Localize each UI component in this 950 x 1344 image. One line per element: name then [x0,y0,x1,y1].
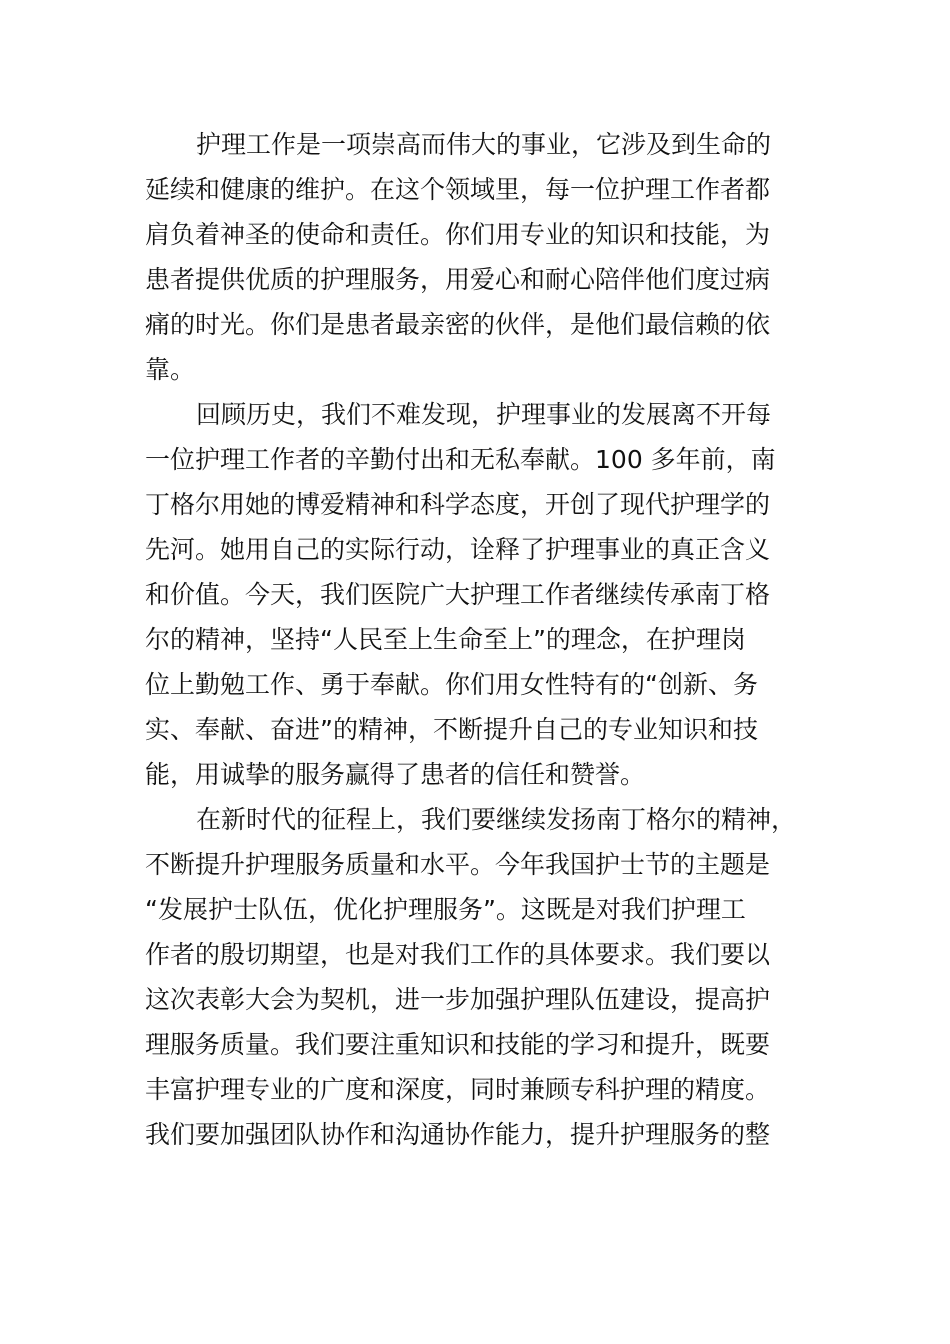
text-line: 丰富护理专业的广度和深度，同时兼顾专科护理的精度。 [145,1075,771,1104]
text-line: 位上勤勉工作、勇于奉献。你们用女性特有的“创新、务 [145,670,758,699]
text-line: 这次表彰大会为契机，进一步加强护理队伍建设，提高护 [145,985,771,1014]
text-line: 延续和健康的维护。在这个领域里，每一位护理工作者都 [145,175,771,204]
text-line: 痛的时光。你们是患者最亲密的伙伴，是他们最信赖的依 [145,310,771,339]
text-line: 不断提升护理服务质量和水平。今年我国护士节的主题是 [145,850,771,879]
text-line: 作者的殷切期望，也是对我们工作的具体要求。我们要以 [145,940,771,969]
text-line: 我们要加强团队协作和沟通协作能力，提升护理服务的整 [145,1120,771,1149]
text-line: 回顾历史，我们不难发现，护理事业的发展离不开每 [196,400,772,429]
text-line: 和价值。今天，我们医院广大护理工作者继续传承南丁格 [145,580,771,609]
text-line: 先河。她用自己的实际行动，诠释了护理事业的真正含义 [145,535,771,564]
text-line: 尔的精神，坚持“人民至上生命至上”的理念，在护理岗 [145,625,746,654]
paragraph-1 [145,122,810,392]
document-body [145,122,810,1157]
text-line: 丁格尔用她的博爱精神和科学态度，开创了现代护理学的 [145,490,771,519]
text-line: 靠。 [145,355,196,384]
text-line: 实、奉献、奋进”的精神，不断提升自己的专业知识和技 [145,715,758,744]
text-line: 肩负着神圣的使命和责任。你们用专业的知识和技能，为 [145,220,771,249]
text-line: 护理工作是一项崇高而伟大的事业，它涉及到生命的 [196,130,772,159]
text-line: 理服务质量。我们要注重知识和技能的学习和提升，既要 [145,1030,771,1059]
text-line: 能，用诚挚的服务赢得了患者的信任和赞誉。 [145,760,646,789]
paragraph-3 [145,797,810,1157]
text-line: 患者提供优质的护理服务，用爱心和耐心陪伴他们度过病 [145,265,771,294]
text-line: 在新时代的征程上，我们要继续发扬南丁格尔的精神， [196,805,797,834]
paragraph-2 [145,392,810,797]
text-line: 一位护理工作者的辛勤付出和无私奉献。100 多年前，南 [145,445,776,474]
text-line: “发展护士队伍，优化护理服务”。这既是对我们护理工 [145,895,746,924]
